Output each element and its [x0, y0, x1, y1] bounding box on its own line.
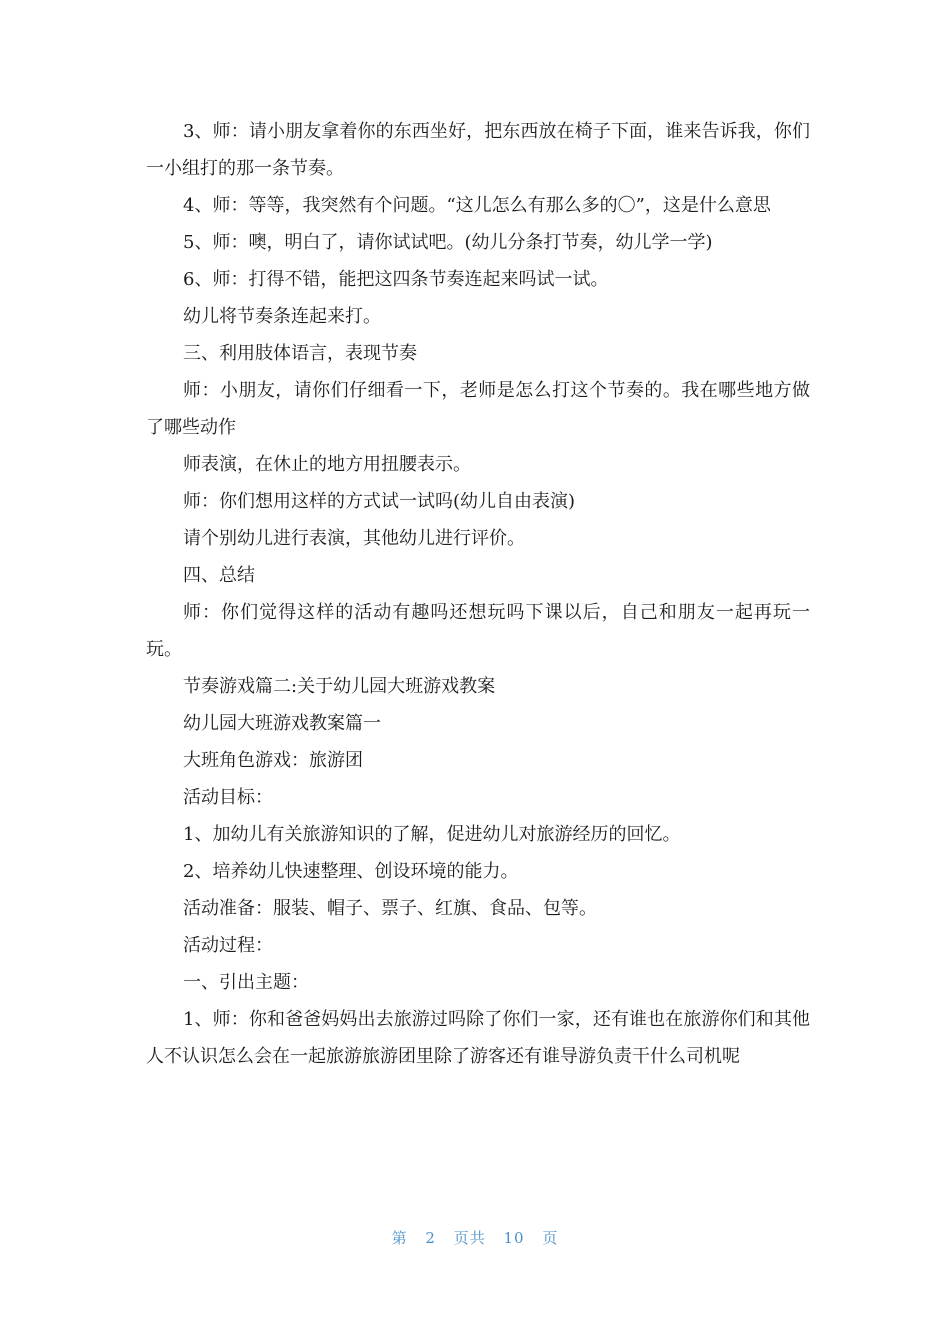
paragraph: 3、师：请小朋友拿着你的东西坐好，把东西放在椅子下面，谁来告诉我，你们一小组打的那一条节奏。 — [146, 121, 810, 179]
footer-page-number: 2 — [425, 1229, 436, 1247]
document-body — [146, 113, 810, 1075]
paragraph: 师：你们觉得这样的活动有趣吗还想玩吗下课以后，自己和朋友一起再玩一玩。 — [146, 602, 810, 660]
paragraph: 大班角色游戏：旅游团 — [183, 750, 363, 771]
paragraph: 活动准备：服装、帽子、票子、红旗、食品、包等。 — [183, 898, 597, 919]
paragraph: 活动目标： — [183, 787, 273, 808]
paragraph: 6、师：打得不错，能把这四条节奏连起来吗试一试。 — [183, 269, 609, 290]
paragraph: 5、师：噢，明白了，请你试试吧。(幼儿分条打节奏，幼儿学一学) — [183, 232, 713, 253]
article-title: 节奏游戏篇二:关于幼儿园大班游戏教案 — [183, 676, 496, 697]
paragraph: 1、加幼儿有关旅游知识的了解，促进幼儿对旅游经历的回忆。 — [183, 824, 681, 845]
paragraph: 4、师：等等，我突然有个问题。“这儿怎么有那么多的〇”，这是什么意思 — [183, 195, 771, 216]
footer-label-ye: 页 — [542, 1229, 559, 1247]
paragraph: 请个别幼儿进行表演，其他幼儿进行评价。 — [183, 528, 525, 549]
article-subtitle: 幼儿园大班游戏教案篇一 — [183, 713, 381, 734]
paragraph: 师：你们想用这样的方式试一试吗(幼儿自由表演) — [183, 491, 576, 512]
paragraph: 活动过程： — [183, 935, 273, 956]
section-heading: 一、引出主题： — [183, 972, 309, 993]
footer-total-pages: 10 — [503, 1229, 525, 1247]
paragraph: 师表演，在休止的地方用扭腰表示。 — [183, 454, 471, 475]
footer-label-ye-gong: 页共 — [453, 1229, 486, 1247]
footer-label-di: 第 — [391, 1229, 408, 1247]
section-heading: 三、利用肢体语言，表现节奏 — [183, 343, 417, 364]
page-footer — [0, 1227, 950, 1248]
paragraph: 2、培养幼儿快速整理、创设环境的能力。 — [183, 861, 519, 882]
section-heading: 四、总结 — [183, 565, 255, 586]
paragraph: 幼儿将节奏条连起来打。 — [183, 306, 381, 327]
paragraph: 1、师：你和爸爸妈妈出去旅游过吗除了你们一家，还有谁也在旅游你们和其他人不认识怎么会在一起旅游旅游团里除了游客还有谁导游负责干什么司机呢 — [146, 1009, 810, 1067]
paragraph: 师：小朋友，请你们仔细看一下，老师是怎么打这个节奏的。我在哪些地方做了哪些动作 — [146, 380, 810, 438]
